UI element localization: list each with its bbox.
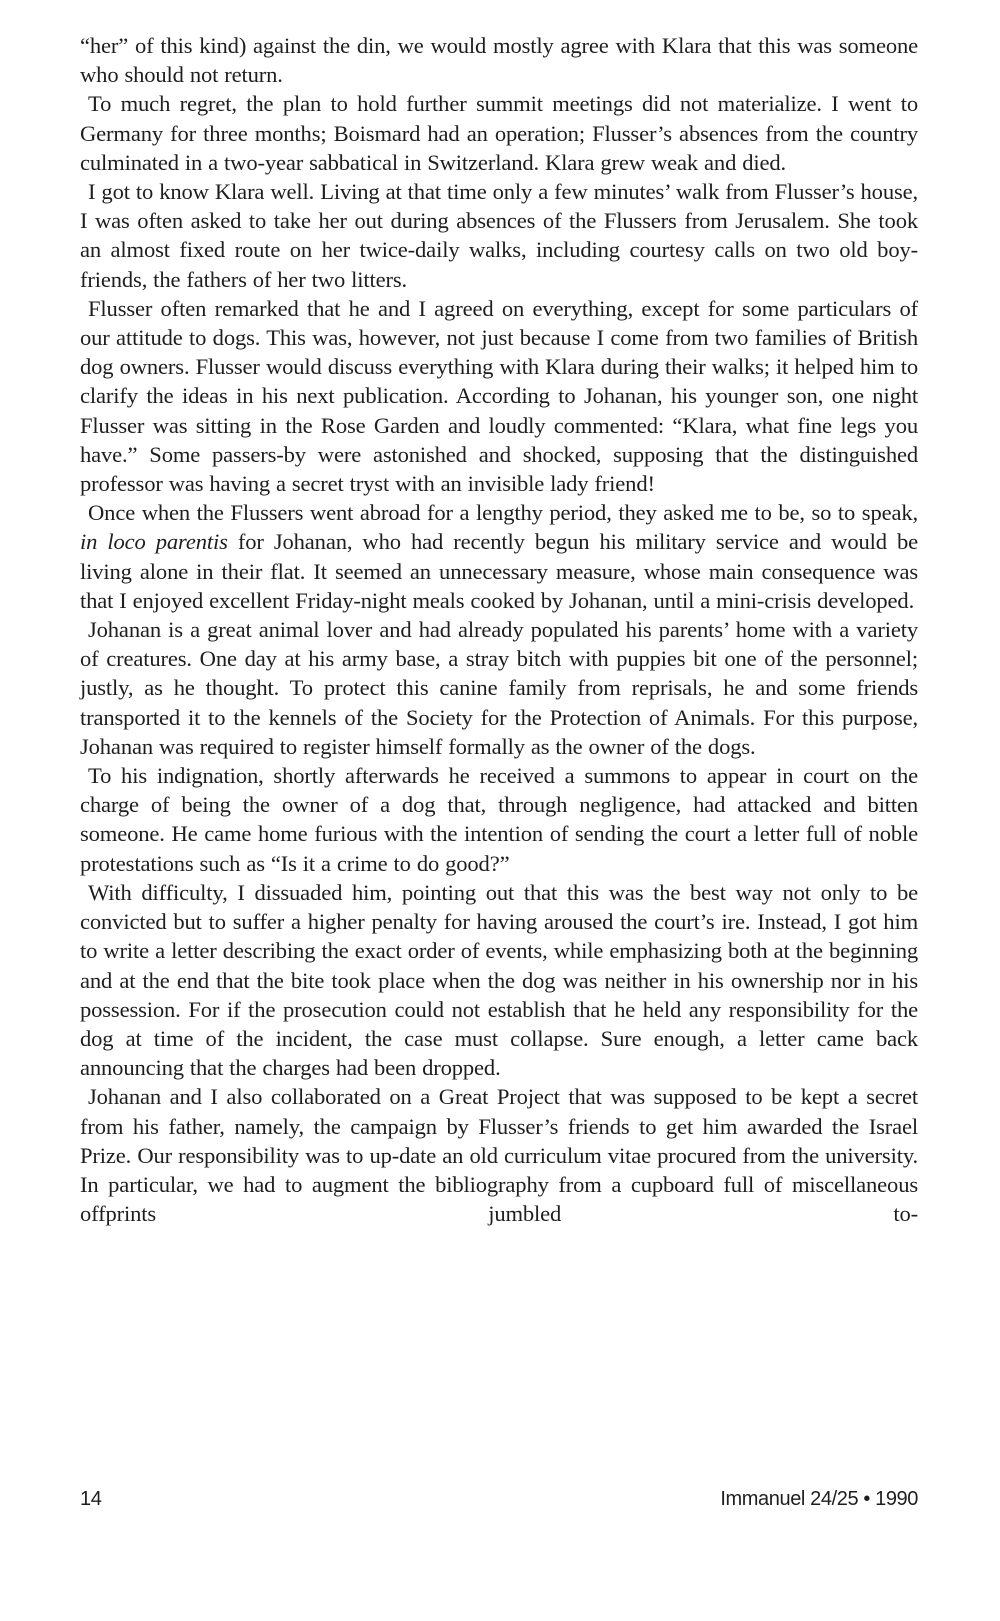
paragraph-continuation: “her” of this kind) against the din, we would mostly agree with Klara that this was someone who should not return. bbox=[80, 33, 918, 88]
paragraph-text-after-italic: for Johanan, who had recently begun his military service and would be living alone in their flat. It seemed an unnecessary measure, whose main consequence was that I enjoyed excellent Friday-night meals cooked by Johanan, until a mini-crisis developed. bbox=[80, 529, 919, 613]
paragraph-court-summons: To his indignation, shortly afterwards he received a summons to appear in court on the charge of being the owner of a dog that, through negligence, had attacked and bitten someone. He came home furious with the intention of sending the court a letter full of noble protestations such as “Is it a crime to do good?” bbox=[80, 763, 918, 876]
paragraph-letter-to-court: With difficulty, I dissuaded him, pointing out that this was the best way not only to be convicted but to suffer a higher penalty for having aroused the court’s ire. Instead, I got him to write a letter describing the exact order of events, while emphasizing both at the beginning and at the end that the bite took place when the dog was neither in his ownership nor in his possession. For if the prosecution could not establish that he held any responsibility for the dog at time of the incident, the case must collapse. Sure enough, a letter came back announcing that the charges had been dropped. bbox=[80, 879, 918, 1081]
italic-phrase: in loco parentis bbox=[80, 529, 228, 555]
paragraph-summit-meetings: To much regret, the plan to hold further summit meetings did not materialize. I went to Germany for three months; Boismard had an operation; Flusser’s absences from the country culminated in a two-year sabbatical in Switzerland. Klara grew weak and died. bbox=[80, 91, 918, 175]
journal-issue: Immanuel 24/25 • 1990 bbox=[720, 1488, 918, 1510]
paragraph-knowing-klara: I got to know Klara well. Living at that time only a few minutes’ walk from Flusser’s house, I was often asked to take her out during absences of the Flussers from Jerusalem. She took an almost fixed route on her twice-daily walks, including courtesy calls on two old boy-friends, the fathers of her two litters. bbox=[80, 179, 918, 292]
page-footer bbox=[80, 1488, 918, 1511]
page-number: 14 bbox=[80, 1488, 102, 1510]
page-body bbox=[80, 31, 918, 1228]
paragraph-text-before-italic: Once when the Flussers went abroad for a lengthy period, they asked me to be, so to speak, bbox=[88, 500, 918, 526]
paragraph-attitude-to-dogs: Flusser often remarked that he and I agreed on everything, except for some particulars of our attitude to dogs. This was, however, not just because I come from two families of British dog owners. Flusser would discuss everything with Klara during their walks; it helped him to clarify the ideas in his next publication. According to Johanan, his younger son, one night Flusser was sitting in the Rose Garden and loudly commented: “Klara, what fine legs you have.” Some passers-by were astonished and shocked, supposing that the distinguished professor was having a secret tryst with an invisible lady friend! bbox=[80, 295, 918, 497]
paragraph-in-loco-parentis bbox=[80, 498, 918, 615]
paragraph-animal-lover: Johanan is a great animal lover and had already populated his parents’ home with a variety of creatures. One day at his army base, a stray bitch with puppies bit one of the personnel; justly, as he thought. To protect this canine family from reprisals, he and some friends transported it to the kennels of the Society for the Protection of Animals. For this purpose, Johanan was required to register himself formally as the owner of the dogs. bbox=[80, 617, 918, 759]
paragraph-israel-prize: Johanan and I also collaborated on a Great Project that was supposed to be kept a secret from his father, namely, the campaign by Flusser’s friends to get him awarded the Israel Prize. Our responsibility was to up-date an old curriculum vitae procured from the university. In particular, we had to augment the bibliography from a cupboard full of miscellaneous offprints jumbled to- bbox=[80, 1084, 918, 1227]
